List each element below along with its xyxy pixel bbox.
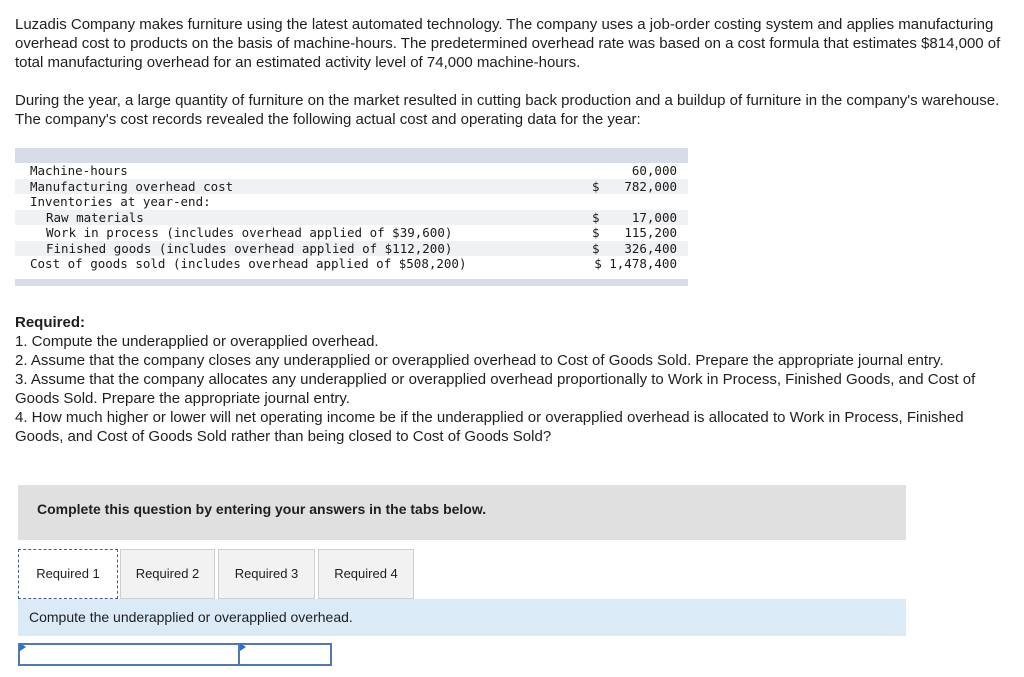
table-top-band (15, 148, 688, 163)
tab-prompt-text: Compute the underapplied or overapplied overhead. (29, 609, 353, 625)
row-amount: 115,200 (624, 225, 677, 240)
row-label: Machine-hours (30, 163, 128, 178)
instruction-text: Complete this question by entering your answers in the tabs below. (37, 501, 487, 517)
table-row (15, 241, 688, 257)
required-item-3: 3. Assume that the company allocates any underapplied or overapplied overhead proportionally to Work in Process, Finished Goods, and Cost of Goods Sold. Prepare the appropriate journal entry. (15, 371, 976, 407)
overhead-amount-input[interactable] (238, 643, 332, 666)
entry-indicator-icon (240, 643, 246, 651)
table-row (15, 163, 688, 179)
row-amount: 326,400 (624, 240, 677, 256)
row-currency: $ (592, 178, 600, 194)
dropdown-indicator-icon (20, 643, 26, 651)
table-row (15, 179, 688, 195)
row-amount: $ 1,478,400 (594, 256, 677, 271)
tab-prompt-bar (18, 599, 906, 636)
table-row (15, 256, 688, 272)
required-heading: Required: (15, 314, 86, 331)
tab-required-3[interactable]: Required 3 (218, 549, 315, 599)
tab-required-4[interactable]: Required 4 (318, 549, 414, 599)
row-label: Raw materials (46, 209, 144, 225)
required-item-1: 1. Compute the underapplied or overapplied overhead. (15, 333, 379, 350)
table-bottom-band (15, 279, 688, 286)
row-label: Manufacturing overhead cost (30, 178, 234, 194)
row-label: Cost of goods sold (includes overhead applied of $508,200) (30, 256, 467, 271)
overhead-type-input[interactable] (18, 643, 240, 666)
cost-data-table (15, 148, 688, 286)
row-label: Inventories at year-end: (30, 194, 211, 209)
row-currency: $ (592, 240, 600, 256)
table-row (15, 210, 688, 226)
tab-required-1[interactable]: Required 1 (18, 549, 118, 599)
problem-intro-paragraph: Luzadis Company makes furniture using the latest automated technology. The company uses a job-order costing system and applies manufacturing overhead cost to products on the basis of machine-hours. The predetermined overhead rate was based on a cost formula that estimates $814,000 of total manufacturing overhead for an estimated activity level of 74,000 machine-hours. (15, 16, 1001, 71)
row-currency: $ (592, 209, 600, 225)
required-item-4: 4. How much higher or lower will net operating income be if the underapplied or overapplied overhead is allocated to Work in Process, Finished Goods, and Cost of Goods Sold rather than being closed to Cost of Goods Sold? (15, 409, 964, 445)
tab-required-2[interactable]: Required 2 (120, 549, 215, 599)
row-amount: 17,000 (631, 209, 677, 225)
row-amount: 60,000 (631, 163, 677, 178)
row-amount: 782,000 (624, 178, 677, 194)
required-item-2: 2. Assume that the company closes any underapplied or overapplied overhead to Cost of Goods Sold. Prepare the appropriate journal entry. (15, 352, 944, 369)
required-list (15, 332, 1005, 446)
row-label: Finished goods (includes overhead applied of $112,200) (46, 240, 453, 256)
instruction-banner (18, 485, 906, 540)
table-row (15, 225, 688, 241)
table-row (15, 194, 688, 210)
row-label: Work in process (includes overhead applied of $39,600) (46, 225, 453, 240)
row-currency: $ (592, 225, 600, 240)
problem-context-paragraph: During the year, a large quantity of furniture on the market resulted in cutting back production and a buildup of furniture in the company's warehouse. The company's cost records revealed the following actual cost and operating data for the year: (15, 92, 1000, 128)
